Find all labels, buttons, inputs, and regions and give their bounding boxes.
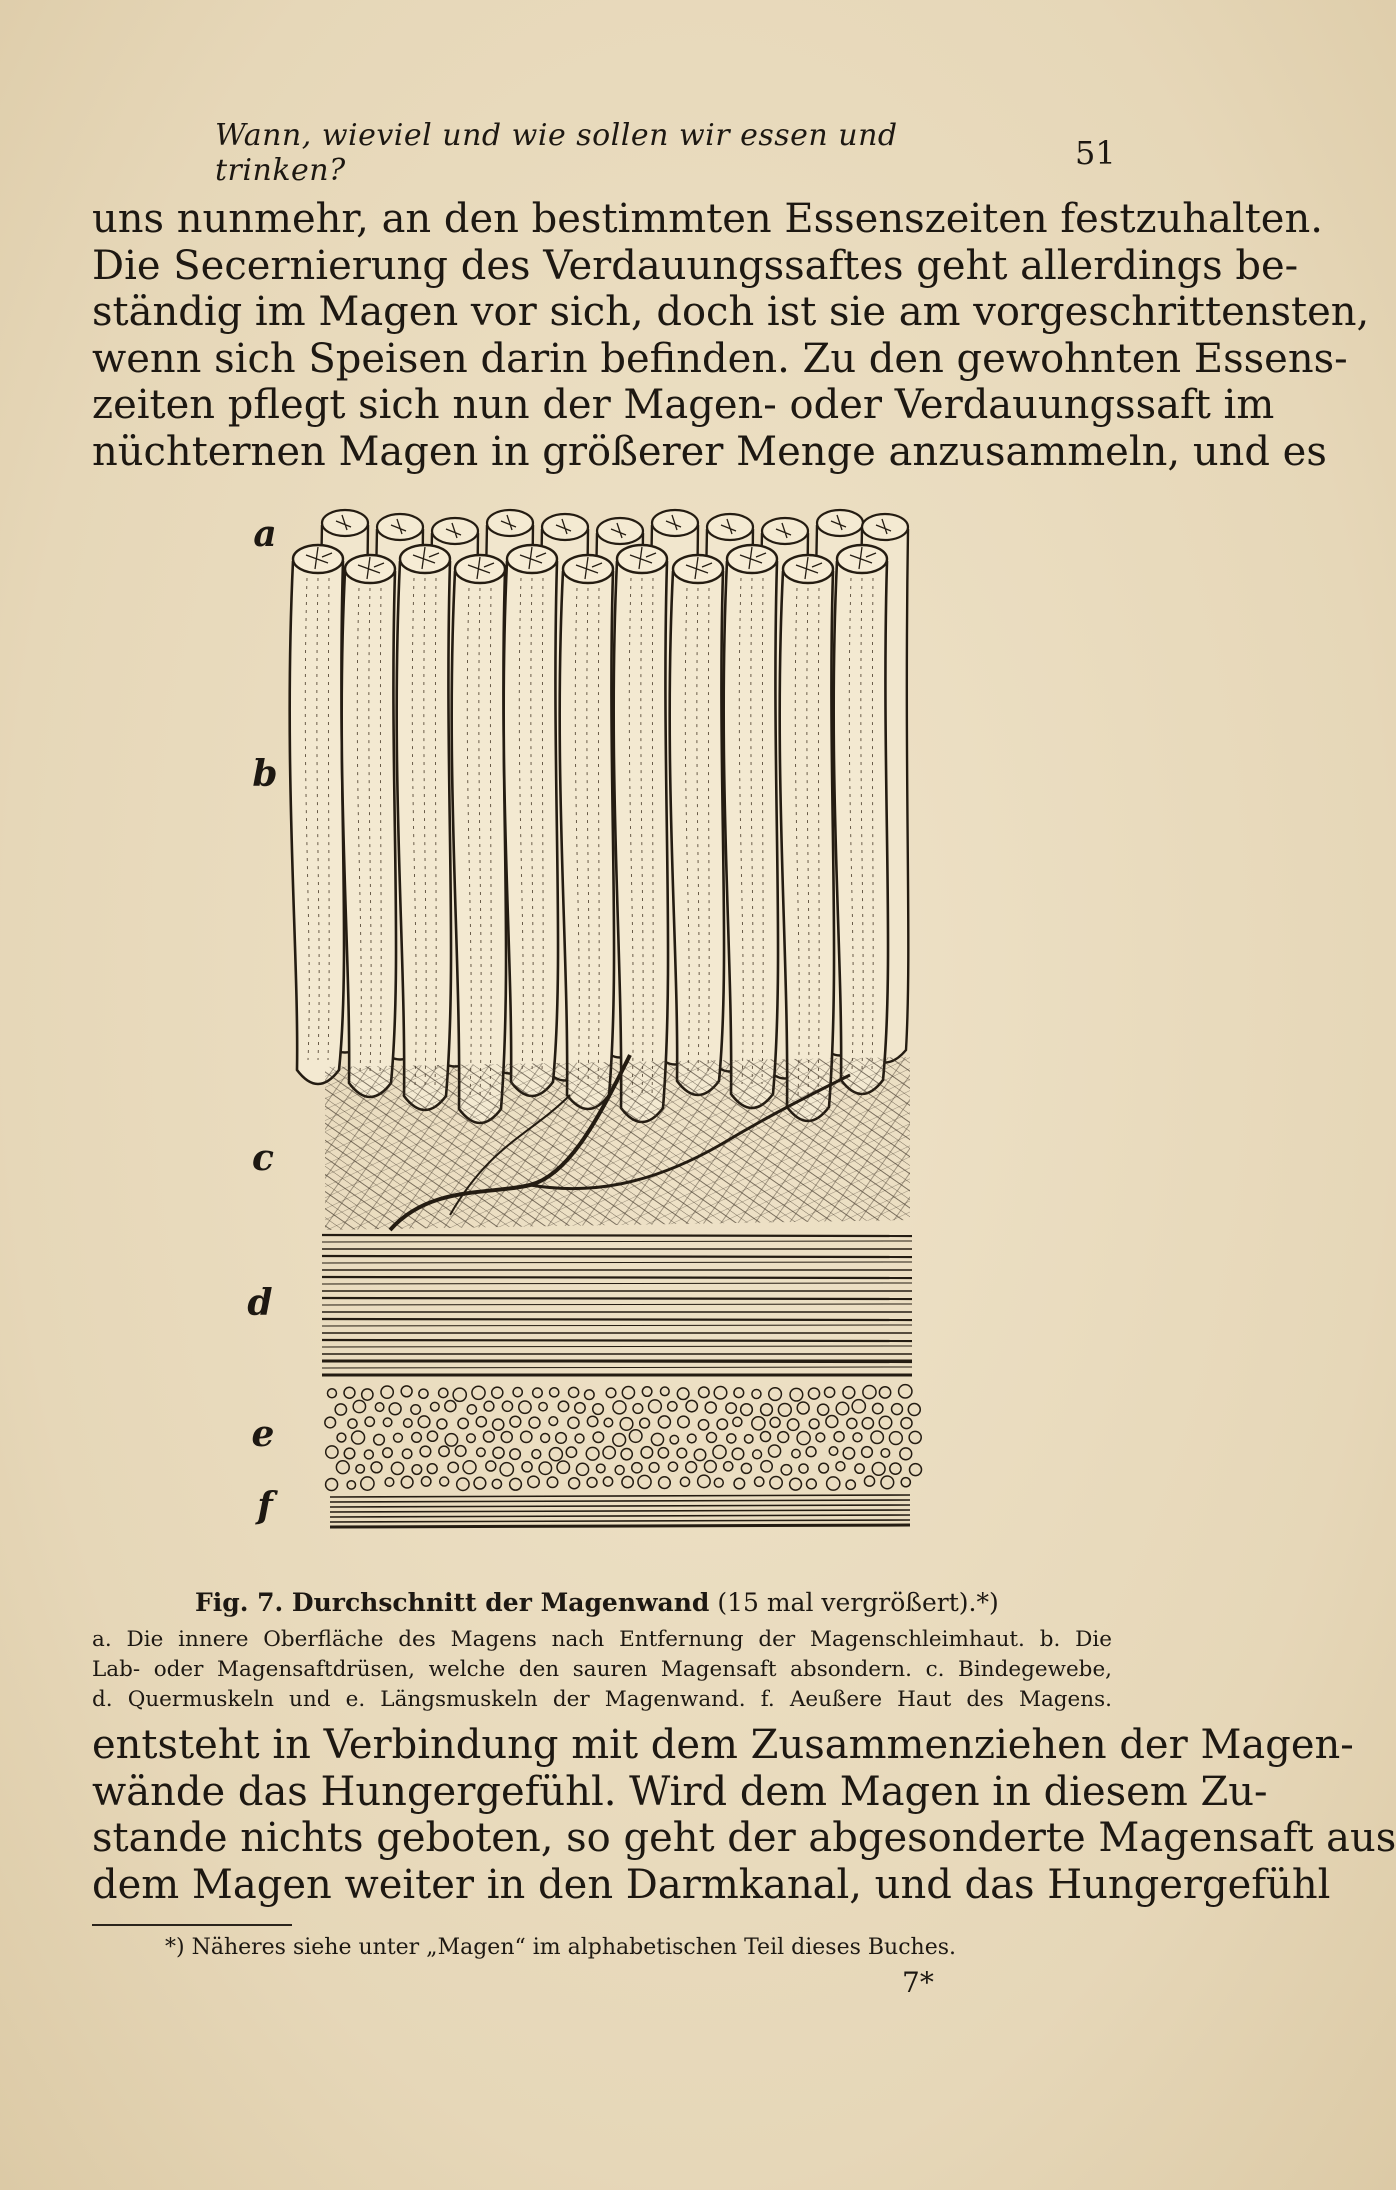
top-paragraph bbox=[92, 196, 1370, 475]
caption-line: d. Quermuskeln und e. Längsmuskeln der Magenwand. f. Aeußere Haut des Magens. bbox=[92, 1687, 1112, 1712]
caption-line: a. Die innere Oberfläche des Magens nach Entfernung der Magenschleimhaut. b. Die bbox=[92, 1627, 1112, 1652]
text-line: wände das Hungergefühl. Wird dem Magen in diesem Zu- bbox=[92, 1768, 1268, 1815]
outer-skin-layer bbox=[330, 1495, 910, 1527]
caption-heading: Fig. 7. Durchschnitt der Magenwand bbox=[195, 1588, 710, 1617]
bottom-paragraph bbox=[92, 1722, 1396, 1908]
page-number: 51 bbox=[1075, 134, 1116, 172]
longitudinal-muscle-layer bbox=[325, 1385, 922, 1491]
footnote: *) Näheres siehe unter „Magen“ im alphabetischen Teil dieses Buches. bbox=[165, 1935, 957, 1960]
caption-line: Lab- oder Magensaftdrüsen, welche den sauren Magensaft absondern. c. Bindegewebe, bbox=[92, 1657, 1112, 1682]
text-line: ständig im Magen vor sich, doch ist sie am vorgeschrittensten, bbox=[92, 289, 1370, 335]
stomach-wall-illustration bbox=[270, 495, 920, 1540]
caption-magnification: (15 mal vergrößert).*) bbox=[717, 1588, 999, 1617]
figure-label-c: c bbox=[252, 1137, 274, 1179]
figure-label-e: e bbox=[251, 1413, 275, 1455]
printer-signature: 7* bbox=[902, 1966, 934, 1999]
connective-tissue-layer bbox=[325, 1055, 910, 1230]
text-line: dem Magen weiter in den Darmkanal, und das Hungergefühl bbox=[92, 1861, 1331, 1908]
footnote-rule bbox=[92, 1924, 292, 1926]
text-line: Die Secernierung des Verdauungssaftes geht allerdings be- bbox=[92, 242, 1299, 289]
gland-tubes-front bbox=[290, 545, 888, 1123]
figure-label-f: f bbox=[257, 1485, 273, 1527]
transverse-muscle-layer bbox=[322, 1235, 912, 1375]
text-line: stande nichts geboten, so geht der abgesonderte Magensaft aus bbox=[92, 1815, 1396, 1861]
running-head: Wann, wieviel und wie sollen wir essen und trinken? bbox=[215, 118, 898, 188]
figure-caption-body bbox=[92, 1625, 1112, 1715]
text-line: entsteht in Verbindung mit dem Zusammenziehen der Magen- bbox=[92, 1722, 1354, 1768]
figure-label-b: b bbox=[252, 753, 278, 795]
figure-label-d: d bbox=[247, 1282, 273, 1324]
figure-caption-title bbox=[195, 1588, 1075, 1617]
text-line: wenn sich Speisen darin befinden. Zu den gewohnten Essens- bbox=[92, 335, 1348, 382]
text-line: uns nunmehr, an den bestimmten Essenszeiten festzuhalten. bbox=[92, 196, 1323, 242]
stomach-wall-figure bbox=[247, 495, 920, 1540]
text-line: nüchternen Magen in größerer Menge anzusammeln, und es bbox=[92, 428, 1327, 475]
text-line: zeiten pflegt sich nun der Magen- oder Verdauungssaft im bbox=[92, 382, 1275, 428]
figure-label-a: a bbox=[253, 513, 277, 555]
